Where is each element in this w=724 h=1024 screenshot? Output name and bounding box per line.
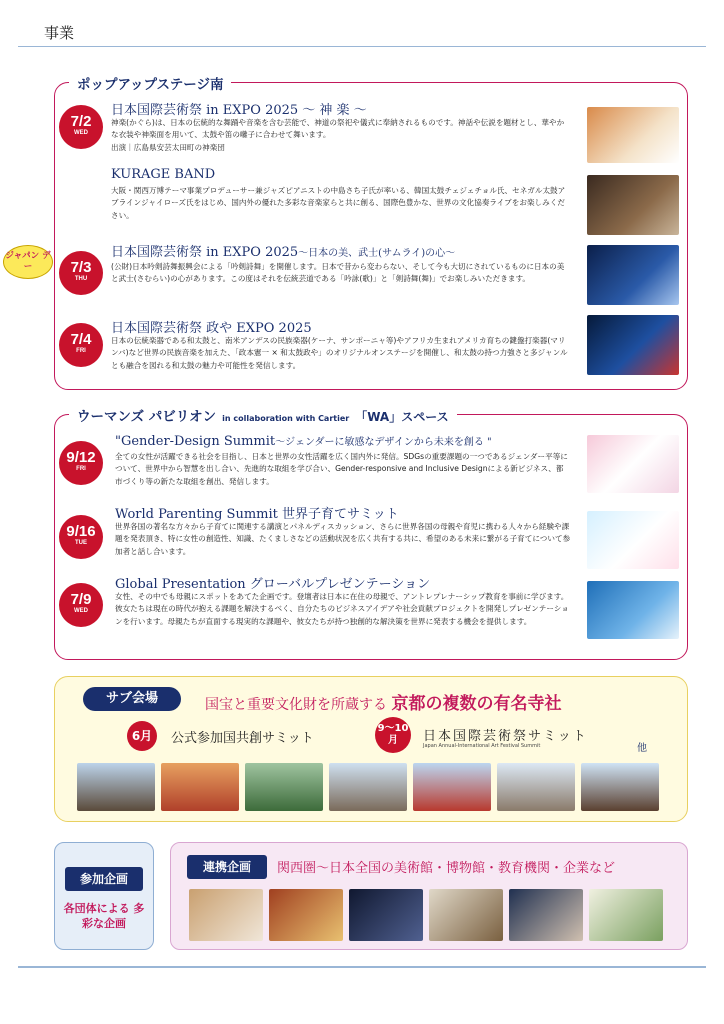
event-title: 日本国際芸術祭 in EXPO 2025 〜 神 楽 〜 xyxy=(111,103,367,118)
temple-photo xyxy=(329,763,407,811)
global-presentation-photo xyxy=(587,581,679,639)
page-header: 事業 xyxy=(44,24,75,42)
exhibit-photo xyxy=(269,889,343,941)
date-badge: 7/4 FRI xyxy=(59,323,103,367)
event-desc: 全ての女性が活躍できる社会を目指し、日本と世界の女性活躍を広く国内外に発信。SDGsの重要課題の一つであるジェンダー平等について、世界中から智慧を出し合い、先進的な取組を学び合い、Gender-responsive and Inclusive Designによる新ビジネス、都市づくり等の新たな取組を創出、発信します。 xyxy=(115,452,568,486)
event-desc: 大阪・関西万博テーマ事業プロデューサー兼ジャズピアニストの中島さち子氏が率いる、韓国太鼓チェジェチョル氏、セネガル太鼓アブラインジャイローズ氏をはじめ、国内外の優れた多彩な音楽家らと共に創る、国際色豊かな、世界の文化協奏ライブをお楽しみください。 xyxy=(111,186,566,220)
collab-photos xyxy=(189,889,663,941)
event-title: 日本国際芸術祭 in EXPO 2025〜日本の美、武士(サムライ)の心〜 xyxy=(111,245,456,260)
summit-english: Japan Annual-International Art Festival Summit xyxy=(423,743,541,749)
summit-label: 公式参加国共創サミット xyxy=(171,731,314,746)
temple-photos xyxy=(77,763,659,811)
date-badge: 7/2 WED xyxy=(59,105,103,149)
participant-text: 各団体による 多彩な企画 xyxy=(63,902,145,930)
sub-venue-title: 国宝と重要文化財を所蔵する 京都の複数の有名寺社 xyxy=(205,694,562,714)
taiko-photo xyxy=(587,315,679,375)
popup-stage-section xyxy=(54,77,688,390)
other-label: 他 xyxy=(637,743,647,754)
temple-photo xyxy=(245,763,323,811)
temple-photo xyxy=(77,763,155,811)
date-badge: 9/16 TUE xyxy=(59,515,103,559)
japan-day-badge: ジャパン デー xyxy=(3,245,53,279)
section-title: ウーマンズ パビリオン in collaboration with Cartier 「WA」スペース xyxy=(69,405,457,425)
date-badge: 7/9 WED xyxy=(59,583,103,627)
samurai-photo xyxy=(587,245,679,305)
event-desc: 神楽(かぐら)は、日本の伝統的な舞踊や音楽を含む芸能で、神道の祭祀や儀式に奉納されるものです。神話や伝説を題材とし、華やかな衣装や神楽面を用いて、太鼓や笛の囃子に合わせて舞います。 xyxy=(111,118,565,140)
event-desc: 女性、その中でも母親にスポットをあてた企画です。登壇者は日本に在住の母親で、アントレプレナーシップ教育を事前に学びます。彼女たちは現在の時代が抱える課題を解決するべく、自分たちのビジネスアイデアや社会貢献プロジェクトを開発しプレゼンテーションを行います。母親たちが直面する現実的な課題や、彼女たちが持つ独創的な解決策を世界に発表する機会を提供します。 xyxy=(115,592,569,626)
event-desc: (公財)日本吟剣詩舞振興会による「吟剣詩舞」を開催します。日本で昔から変わらない、そして今も大切にされているものに日本の美と武士(さむらい)の心があります。この度はそれを伝統芸道である「吟詠(歌)」と「剣詩舞(舞)」でお楽しみいただきます。 xyxy=(111,262,565,284)
month-badge: 9〜10 月 xyxy=(375,717,411,753)
event-title: 日本国際芸術祭 政や EXPO 2025 xyxy=(111,321,312,336)
temple-photo xyxy=(581,763,659,811)
event-title: KURAGE BAND xyxy=(111,167,216,182)
event-desc: 世界各国の著名な方々から子育てに関連する講演とパネルディスカッション、さらに世界各国の母親や育児に携わる人々から経験や課題を発表頂き、特に女性の創造性、知識、たくましさなどの活動状況を広く共有する共に、希望のある未来に繋がる子育てについて参加者と話し合います。 xyxy=(115,522,571,556)
sub-venue-tag: サブ会場 xyxy=(83,687,181,711)
sub-venue-section xyxy=(54,676,688,822)
event-title: Global Presentation グローバルプレゼンテーション xyxy=(115,577,431,592)
temple-photo xyxy=(497,763,575,811)
collab-text: 関西圏〜日本全国の美術館・博物館・教育機関・企業など xyxy=(277,861,616,876)
temple-photo xyxy=(161,763,239,811)
header-divider xyxy=(18,46,706,47)
event-desc: 日本の伝統楽器である和太鼓と、南米アンデスの民族楽器(ケーナ、サンポーニャ等)やアフリカ生まれアメリカ育ちの鍵盤打楽器(マリンバ)など世界の民族音楽を加えた、「政本憲一 × 和太鼓政や」のオリジナルオンステージを開催し、和太鼓の持つ力強さと多ジャンルとも融合を図れる和太鼓の魅力や可能性を発信します。 xyxy=(111,336,568,370)
gallery-photo xyxy=(429,889,503,941)
collaboration-section xyxy=(170,842,688,950)
participant-projects xyxy=(54,842,154,950)
womens-pavilion-section xyxy=(54,409,688,660)
business-photo xyxy=(509,889,583,941)
kagura-photo xyxy=(587,107,679,163)
section-title: ポップアップステージ南 xyxy=(69,73,231,93)
collab-tag: 連携企画 xyxy=(187,855,267,879)
event-title: "Gender-Design Summit〜ジェンダーに敏感なデザインから未来を創る " xyxy=(115,434,492,449)
event-photo xyxy=(589,889,663,941)
summit-label: 日本国際芸術祭サミット xyxy=(423,729,588,744)
date-badge: 7/3 THU xyxy=(59,251,103,295)
band-photo xyxy=(587,175,679,235)
month-badge: 6月 xyxy=(127,721,157,751)
museum-photo xyxy=(189,889,263,941)
temple-photo xyxy=(413,763,491,811)
date-badge: 9/12 FRI xyxy=(59,441,103,485)
gender-summit-photo xyxy=(587,435,679,493)
concert-photo xyxy=(349,889,423,941)
footer-divider xyxy=(18,966,706,968)
parenting-summit-photo xyxy=(587,511,679,569)
event-title: World Parenting Summit 世界子育てサミット xyxy=(115,507,399,522)
participant-tag: 参加企画 xyxy=(65,867,143,891)
event-extra: 出演｜広島県安芸太田町の神楽団 xyxy=(111,143,225,152)
